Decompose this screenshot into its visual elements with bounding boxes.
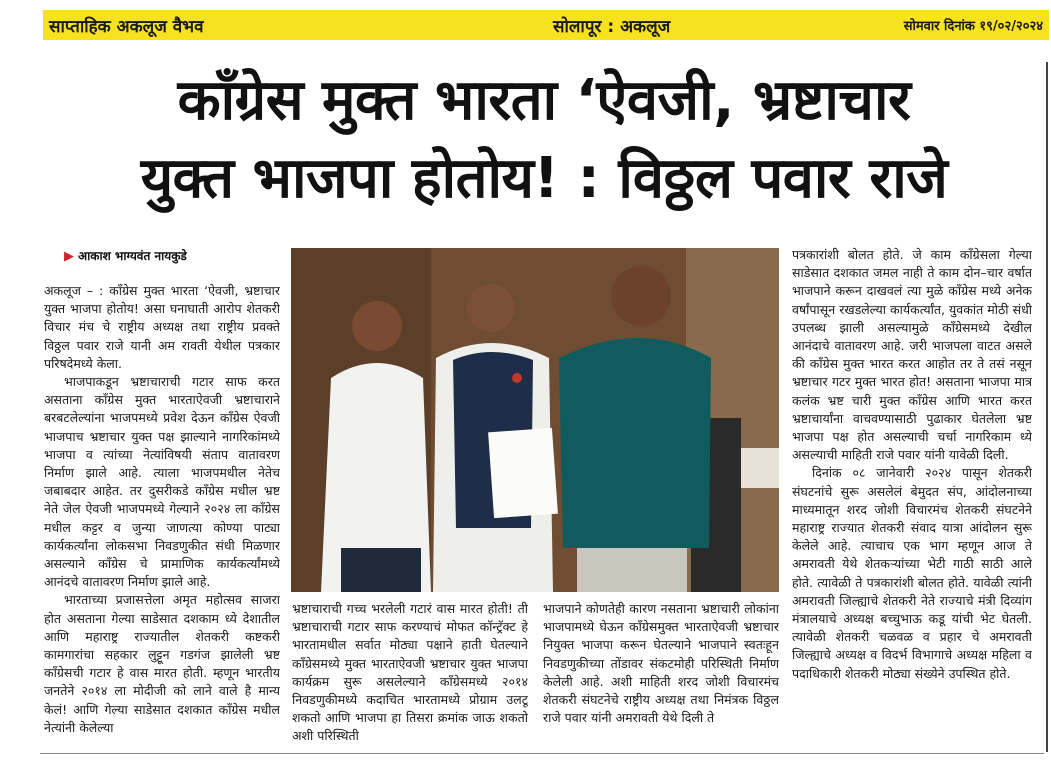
article-photo bbox=[291, 248, 779, 592]
byline-author: आकाश भाग्यवंत नायकुडे bbox=[78, 249, 187, 263]
byline bbox=[64, 247, 187, 264]
column-4 bbox=[792, 246, 1032, 746]
byline-triangle-icon: ▶ bbox=[64, 249, 74, 264]
headline-line-2: युक्त भाजपा होतोय! : विठ्ठल पवार राजे bbox=[140, 146, 948, 211]
col1-paragraph-2: भाजपाकडून भ्रष्टाचाराची गटार साफ करत असताना काँग्रेस मुक्त भारताऐवजी भ्रष्टाचाराने बरबटलेल्यांना भाजपमध्ये प्रवेश देऊन काँग्रेस ऐवजी भाजपाच भ्रष्टाचार युक्त पक्ष झाल्याने नागरिकांमध्ये भाजपा व त्यांच्या नेत्यांविषयी संताप वातावरण निर्माण झाले आहे. त्याला भाजपमधील नेतेच जबाबदार आहेत. तर दुसरीकडे काँग्रेस मधील भ्रष्ट नेते जेल ऐवजी भाजपमध्ये गेल्याने २०२४ ला काँग्रेस मधील कट्टर व जुन्या जाणत्या कोण्या पाट्या कार्यकर्त्यांना लोकसभा निवडणुकीत संधी मिळणार असल्याने काँग्रेस चे प्रामाणिक कार्यकर्त्यांमध्ये आनंदचे वातावरण निर्माण झाले आहे. bbox=[44, 374, 280, 590]
col1-paragraph-1: अकलूज – : काँग्रेस मुक्त भारता ‘ऐवजी, भ्रष्टाचार युक्त भाजपा होतोय! असा घनाघाती आरोप शेतकरी विचार मंच चे राष्ट्रीय अध्यक्ष तथा राष्ट्रीय प्रवक्ते विठ्ठल पवार राजे यानी अम रावती येथील पत्रकार परिषदेमध्ये केला. bbox=[44, 283, 280, 371]
column-2 bbox=[292, 600, 528, 744]
col3-paragraph: भाजपाने कोणतेही कारण नसताना भ्रष्टाचारी लोकांना भाजपामध्ये घेऊन काँग्रेसमुक्त भारताऐवजी भ्रष्टाचार नियुक्त भाजपा करून घेतल्याने भाजपाने स्वतःहून निवडणुकीच्या तोंडावर संकटमोही परिस्थिती निर्माण केलेली आहे. अशी माहिती शरद जोशी विचारमंच शेतकरी संघटनेचे राष्ट्रीय अध्यक्ष तथा निमंत्रक विठ्ठल राजे पवार यांनी अमरावती येथे दिली ते bbox=[543, 601, 779, 726]
headline bbox=[40, 62, 1048, 218]
col1-paragraph-3: भारताच्या प्रजासत्तेला अमृत महोत्सव साजरा होत असताना गेल्या साडेसात दशकाम ध्ये देशातील आणि महाराष्ट्र राज्यातील शेतकरी कष्टकरी कामगारांचा सहकार लुट्टून गडगंज झालेली भ्रष्ट काँग्रेसची गटार हे वास मारत होती. म्हणून भारतीय जनतेने २०१४ ला मोदीजी को लाने वाले है मान्य केलं! आणि गेल्या साडेसात दशकात काँग्रेस मधील नेत्यांनी केलेल्या bbox=[44, 592, 280, 735]
issue-date: सोमवार दिनांक १९/०२/२०२४ bbox=[903, 19, 1043, 34]
col4-paragraph-1: पत्रकारांशी बोलत होते. जे काम काँग्रेसला गेल्या साडेसात दशकात जमल नाही ते काम दोन–चार वर्षात भाजपाने करून दाखवलं त्या मुळे काँग्रेस मध्ये अनेक वर्षांपासून रखडलेल्या कार्यकर्त्यांत, युवकांत मोठी संधी उपलब्ध झाली असल्यामुळे काँग्रेसमध्ये देखील आनंदाचे वातावरण आहे. जरी भाजपला वाटत असले की काँग्रेस मुक्त भारत करत आहोत तर ते तसं नसून भ्रष्टाचार गटर मुक्त भारत होत! असताना भाजपा मात्र कलंक भ्रष्ट चारी मुक्त काँग्रेस आणि भारत करत भ्रष्टाचार्यांना वाचवण्यासाठी पुढाकार घेतलेला भ्रष्ट भाजपा पक्ष होत असल्याची चर्चा नागरिकाम ध्ये असल्याची माहिती राजे पवार यांनी यावेळी दिली. bbox=[792, 247, 1032, 463]
photo-illustration bbox=[291, 248, 779, 592]
col4-paragraph-2: दिनांक ०८ जानेवारी २०२४ पासून शेतकरी संघटनांचे सुरू असलेलं बेमुदत संप, आंदोलनाच्या माध्यमातून शरद जोशी विचारमंच शेतकरी संघटनेने महाराष्ट्र राज्यात शेतकरी संवाद यात्रा आंदोलन सुरू केलेले आहे. त्याचाच एक भाग म्हणून आज ते अमरावती येथे शेतकऱ्यांच्या भेटी गाठी साठी आले होते. त्यावेळी ते पत्रकारांशी बोलत होते. यावेळी त्यांनी अमरावती जिल्ह्याचे शेतकरी नेते राज्याचे मंत्री दिव्यांग मंत्रालयाचे अध्यक्ष बच्चुभाऊ कडू यांची भेट घेतली. त्यावेळी शेतकरी चळवळ व प्रहार चे अमरावती जिल्ह्याचे अध्यक्ष व विदर्भ विभागाचे अध्यक्ष महिला व पदाधिकारी शेतकरी मोठ्या संख्येने उपस्थित होते. bbox=[792, 465, 1032, 681]
paper-name: साप्ताहिक अकलूज वैभव bbox=[49, 16, 204, 37]
column-3 bbox=[543, 600, 779, 744]
location: सोलापूर : अकलूज bbox=[553, 16, 671, 37]
headline-line-1: काँग्रेस मुक्त भारता ‘ऐवजी, भ्रष्टाचार bbox=[177, 68, 911, 133]
bottom-rule bbox=[40, 753, 1044, 754]
col2-paragraph: भ्रष्टाचाराची गच्च भरलेली गटारं वास मारत होती! ती भ्रष्टाचाराची गटार साफ करण्याचं मोफत कॉन्ट्रॅक्ट हे भारतामधील सर्वात मोठ्या पक्षाने हाती घेतल्याने काँग्रेसमध्ये मुक्त भारताऐवजी भ्रष्टाचार युक्त भाजपा कार्यक्रम सुरू असलेल्याने काँग्रेसमध्ये २०१४ निवडणुकीमध्ये कदाचित भारतामध्ये प्रोग्राम उलटू शकतो आणि भाजपा हा तिसरा क्रमांक जाऊ शकतो अशी परिस्थिती bbox=[292, 601, 528, 744]
masthead-banner bbox=[43, 10, 1049, 40]
column-1 bbox=[44, 282, 280, 744]
